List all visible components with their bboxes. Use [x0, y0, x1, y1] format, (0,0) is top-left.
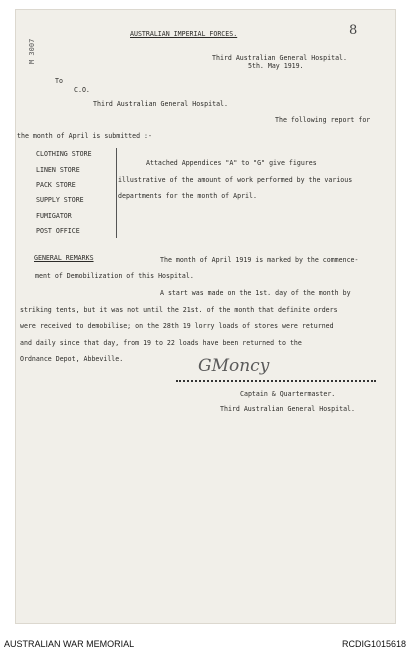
addressee-line1: C.O.	[74, 86, 90, 94]
department-item: POST OFFICE	[36, 227, 80, 235]
archive-name: AUSTRALIAN WAR MEMORIAL	[4, 639, 135, 649]
signature: GMoncy	[198, 356, 270, 376]
intro-line1: The following report for	[275, 116, 371, 124]
remarks-p2-line4: and daily since that day, from 19 to 22 loads have been returned to the	[20, 339, 302, 347]
register-stamp: M 3007	[28, 38, 36, 64]
remarks-p2-line1: A start was made on the 1st. day of the month by	[160, 289, 351, 297]
appendix-line3: departments for the month of April.	[118, 192, 257, 200]
appendix-line2: illustrative of the amount of work performed by the various	[118, 176, 353, 184]
remarks-p1-line1: The month of April 1919 is marked by the commence-	[160, 256, 359, 264]
department-item: CLOTHING STORE	[36, 150, 92, 158]
signature-line	[176, 380, 376, 382]
appendix-line1: Attached Appendices "A" to "G" give figures	[146, 159, 317, 167]
addressee-line2: Third Australian General Hospital.	[93, 100, 228, 108]
signoff-hospital: Third Australian General Hospital.	[220, 405, 355, 413]
remarks-p2-line2: striking tents, but it was not until the 21st. of the month that definite orders	[20, 306, 338, 314]
department-item: PACK STORE	[36, 181, 76, 189]
remarks-p1-line2: ment of Demobilization of this Hospital.	[35, 272, 194, 280]
intro-line2: the month of April is submitted :-	[17, 132, 152, 140]
department-bracket	[110, 148, 117, 238]
archive-footer	[0, 632, 412, 654]
header-date: 5th. May 1919.	[248, 62, 304, 70]
department-item: LINEN STORE	[36, 166, 80, 174]
to-label: To	[55, 77, 63, 85]
page-number: 8	[349, 23, 358, 38]
department-item: FUMIGATOR	[36, 212, 72, 220]
archive-id: RCDIG1015618	[341, 639, 406, 649]
remarks-p2-line3: were received to demobilise; on the 28th 19 lorry loads of stores were returned	[20, 322, 334, 330]
remarks-p2-line5: Ordnance Depot, Abbeville.	[20, 355, 124, 363]
signoff-title: Captain & Quartermaster.	[240, 390, 336, 398]
department-item: SUPPLY STORE	[36, 196, 84, 204]
header-hospital: Third Australian General Hospital.	[212, 54, 347, 62]
general-remarks-heading: GENERAL REMARKS	[34, 254, 94, 262]
document-title: AUSTRALIAN IMPERIAL FORCES.	[130, 30, 238, 38]
